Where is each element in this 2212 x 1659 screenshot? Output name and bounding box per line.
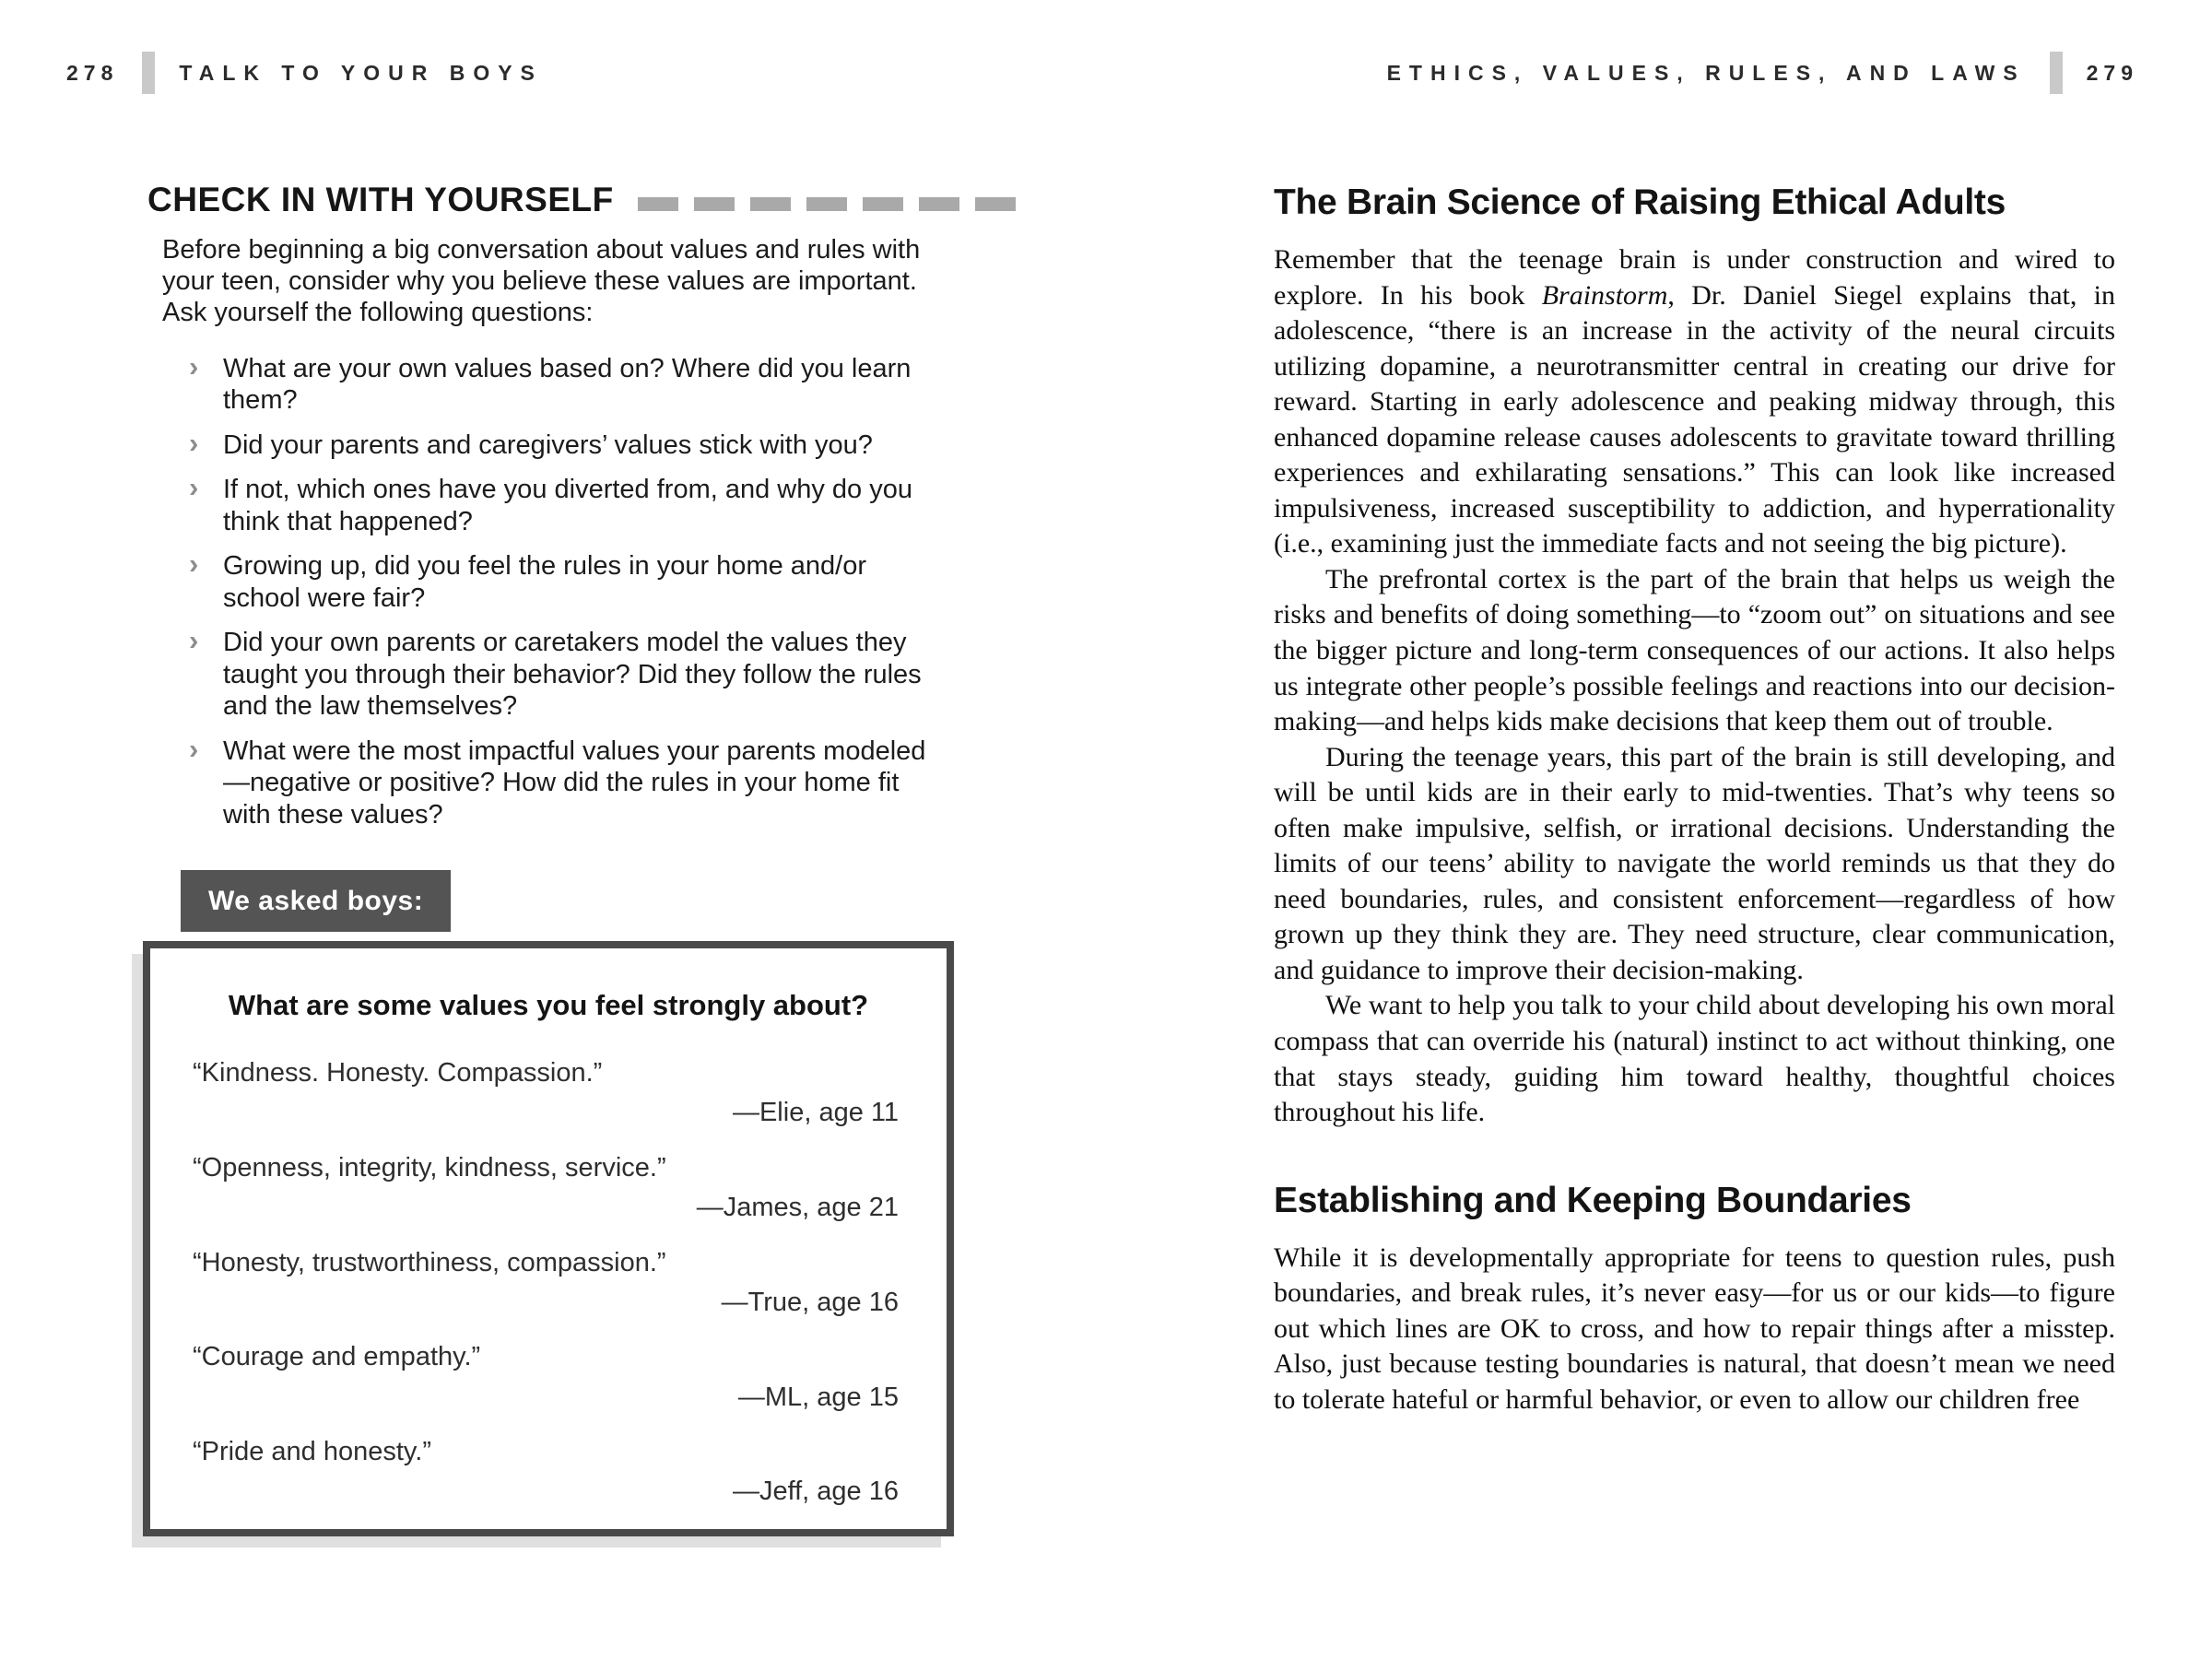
quote-text: “Openness, integrity, kindness, service.” — [193, 1152, 666, 1182]
dash — [806, 197, 847, 211]
quote-item — [193, 1247, 899, 1320]
left-page — [147, 181, 942, 843]
list-item — [189, 547, 942, 614]
quote-attribution: —True, age 16 — [721, 1287, 899, 1317]
chevron-bullet-icon: › — [189, 624, 199, 657]
checkin-question-list — [147, 349, 942, 831]
dash — [863, 197, 903, 211]
quote-text: “Kindness. Honesty. Compassion.” — [193, 1058, 603, 1088]
chevron-bullet-icon: › — [189, 349, 199, 382]
page-number-left: 278 — [66, 60, 119, 85]
we-asked-boys-box — [143, 941, 954, 1536]
quote-attribution: —ML, age 15 — [737, 1382, 899, 1412]
quote-attribution: —Jeff, age 16 — [732, 1477, 899, 1507]
question-text: Did your own parents or caretakers model the values they taught you through their behavior? Did they follow the rules and the law themselves? — [223, 628, 922, 722]
dash — [919, 197, 959, 211]
paragraph — [1274, 242, 2115, 562]
checkin-heading: CHECK IN WITH YOURSELF — [147, 181, 614, 218]
section-heading-brain-science: The Brain Science of Raising Ethical Adults — [1274, 182, 2006, 222]
heading-dashes — [638, 197, 1016, 211]
paragraph: We want to help you talk to your child about developing his own moral compass that can override his (natural) instinct to act without thinking, one that stays steady, guiding him toward healthy, thoughtful choices throughout his life. — [1274, 990, 2115, 1128]
running-title-left: TALK TO YOUR BOYS — [179, 60, 543, 85]
page-number-right: 279 — [2086, 60, 2138, 85]
running-title-right: ETHICS, VALUES, RULES, AND LAWS — [1386, 60, 2026, 85]
dash — [750, 197, 791, 211]
chevron-bullet-icon: › — [189, 547, 199, 581]
dash — [638, 197, 678, 211]
paragraph: While it is developmentally appropriate for teens to question rules, push boundaries, and break rules, it’s never easy—for us or our kids—to figure out which lines are OK to cross, and how to repair things after a misstep. Also, just because testing boundaries is natural, that doesn’t mean we need to tolerate hateful or harmful behavior, or even to allow our children free — [1274, 1241, 2115, 1415]
question-text: What were the most impactful values your parents modeled—negative or positive? How did the rules in your home fit with these values? — [223, 735, 926, 830]
question-text: Did your parents and caregivers’ values stick with you? — [223, 429, 873, 460]
header-separator-bar — [142, 52, 155, 94]
header-separator-bar — [2050, 52, 2063, 94]
checkin-intro: Before beginning a big conversation about values and rules with your teen, consider why you believe these values are important. Ask yourself the following questions: — [162, 235, 921, 328]
running-head-right — [1387, 52, 2138, 94]
list-item — [189, 732, 942, 831]
question-text: What are your own values based on? Where did you learn them? — [223, 353, 912, 416]
paragraph: During the teenage years, this part of the brain is still developing, and will be until kids are in their early to mid-twenties. That’s why teens so often make impulsive, selfish, or irrational decisions. Understanding the limits of our teens’ ability to navigate the world reminds us that they do need boundaries, rules, and consistent enforcement—regardless of how grown up they think they are. They need structure, clear communication, and guidance to improve their decision-making. — [1274, 741, 2115, 985]
list-item — [189, 624, 942, 723]
quote-item — [193, 1152, 899, 1225]
right-page — [1274, 182, 2115, 1418]
list-item — [189, 349, 942, 417]
we-asked-boys-tab: We asked boys: — [181, 870, 451, 932]
quote-list — [193, 1057, 899, 1509]
quote-attribution: —Elie, age 11 — [732, 1098, 899, 1128]
checkin-heading-row — [147, 181, 942, 219]
chevron-bullet-icon: › — [189, 471, 199, 504]
paragraph: The prefrontal cortex is the part of the brain that helps us weigh the risks and benefits of doing something—to “zoom out” on situations and see the bigger picture and long-term consequences of our actions. It also helps us integrate other people’s possible feelings and reactions into our decision-making—and helps kids make decisions that keep them out of trouble. — [1274, 563, 2115, 737]
paragraph-text: Remember that the teenage brain is under construction and wired to explore. In his book — [1274, 244, 2115, 311]
quote-text: “Courage and empathy.” — [193, 1342, 481, 1372]
quote-text: “Pride and honesty.” — [193, 1437, 431, 1466]
list-item — [189, 426, 942, 462]
quote-attribution: —James, age 21 — [696, 1193, 899, 1223]
quote-text: “Honesty, trustworthiness, compassion.” — [193, 1247, 666, 1277]
chevron-bullet-icon: › — [189, 426, 199, 459]
question-text: Growing up, did you feel the rules in your home and/or school were fair? — [223, 551, 867, 613]
chevron-bullet-icon: › — [189, 732, 199, 765]
paragraph-text: , Dr. Daniel Siegel explains that, in adolescence, “there is an increase in the activity of the neural circuits utilizing dopamine, a neurotransmitter central in creating our drive for reward. Starting in early adolescence and peaking midway through, this enhanced dopamine release causes adolescents to gravitate toward thrilling experiences and exhilarating sensations.” This can look like increased impulsiveness, increased susceptibility to addiction, and hyperrationality (i.e., examining just the immediate facts and not seeing the big picture). — [1274, 279, 2115, 559]
book-title-italic: Brainstorm — [1541, 279, 1668, 311]
running-head-left — [66, 52, 543, 94]
question-text: If not, which ones have you diverted from, and why do you think that happened? — [223, 475, 912, 536]
quote-item — [193, 1436, 899, 1509]
section-heading-boundaries: Establishing and Keeping Boundaries — [1274, 1180, 1912, 1220]
list-item — [189, 471, 942, 537]
quote-item — [193, 1057, 899, 1130]
box-question: What are some values you feel strongly about? — [228, 989, 869, 1021]
dash — [694, 197, 735, 211]
dash — [975, 197, 1016, 211]
quote-item — [193, 1341, 899, 1414]
